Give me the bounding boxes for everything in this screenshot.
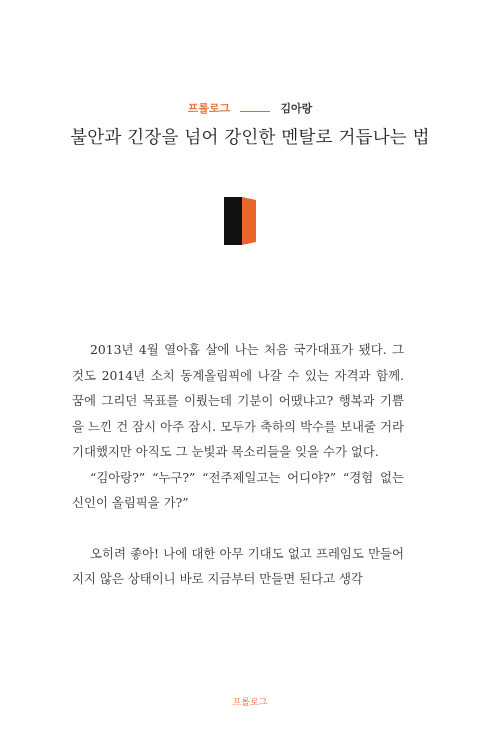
author-name: 김아랑 — [280, 102, 313, 115]
running-footer: 프롤로그 — [232, 698, 268, 708]
paragraph: 오히려 좋아! 나에 대한 아무 기대도 없고 프레임도 만들어지지 않은 상태이니 바로 지금부터 만들면 된다고 생각 — [72, 545, 404, 586]
section-label: 프롤로그 — [187, 102, 231, 115]
chapter-title: 불안과 긴장을 넘어 강인한 멘탈로 거듭나는 법 — [70, 128, 430, 148]
open-door-icon — [216, 197, 256, 245]
body-text — [72, 337, 404, 592]
chapter-header — [0, 100, 500, 116]
door-frame — [224, 197, 242, 245]
paragraph: “김아랑?” “누구?” “전주제일고는 어디야?” “경험 없는 신인이 올림픽을 가?” — [72, 469, 404, 510]
door-panel — [242, 197, 256, 245]
paragraph: 2013년 4월 열아홉 살에 나는 처음 국가대표가 됐다. 그것도 2014년 소치 동계올림픽에 나갈 수 있는 자격과 함께. 꿈에 그리던 목표를 이뤘는데 기분이 어땠냐고? 행복과 기쁨을 느낀 건 잠시 아주 잠시. 모두가 축하의 박수를 보내줄 거라 기대했지만 아직도 그 눈빛과 목소리들을 잊을 수가 없다. — [72, 342, 404, 459]
header-divider — [240, 111, 270, 112]
